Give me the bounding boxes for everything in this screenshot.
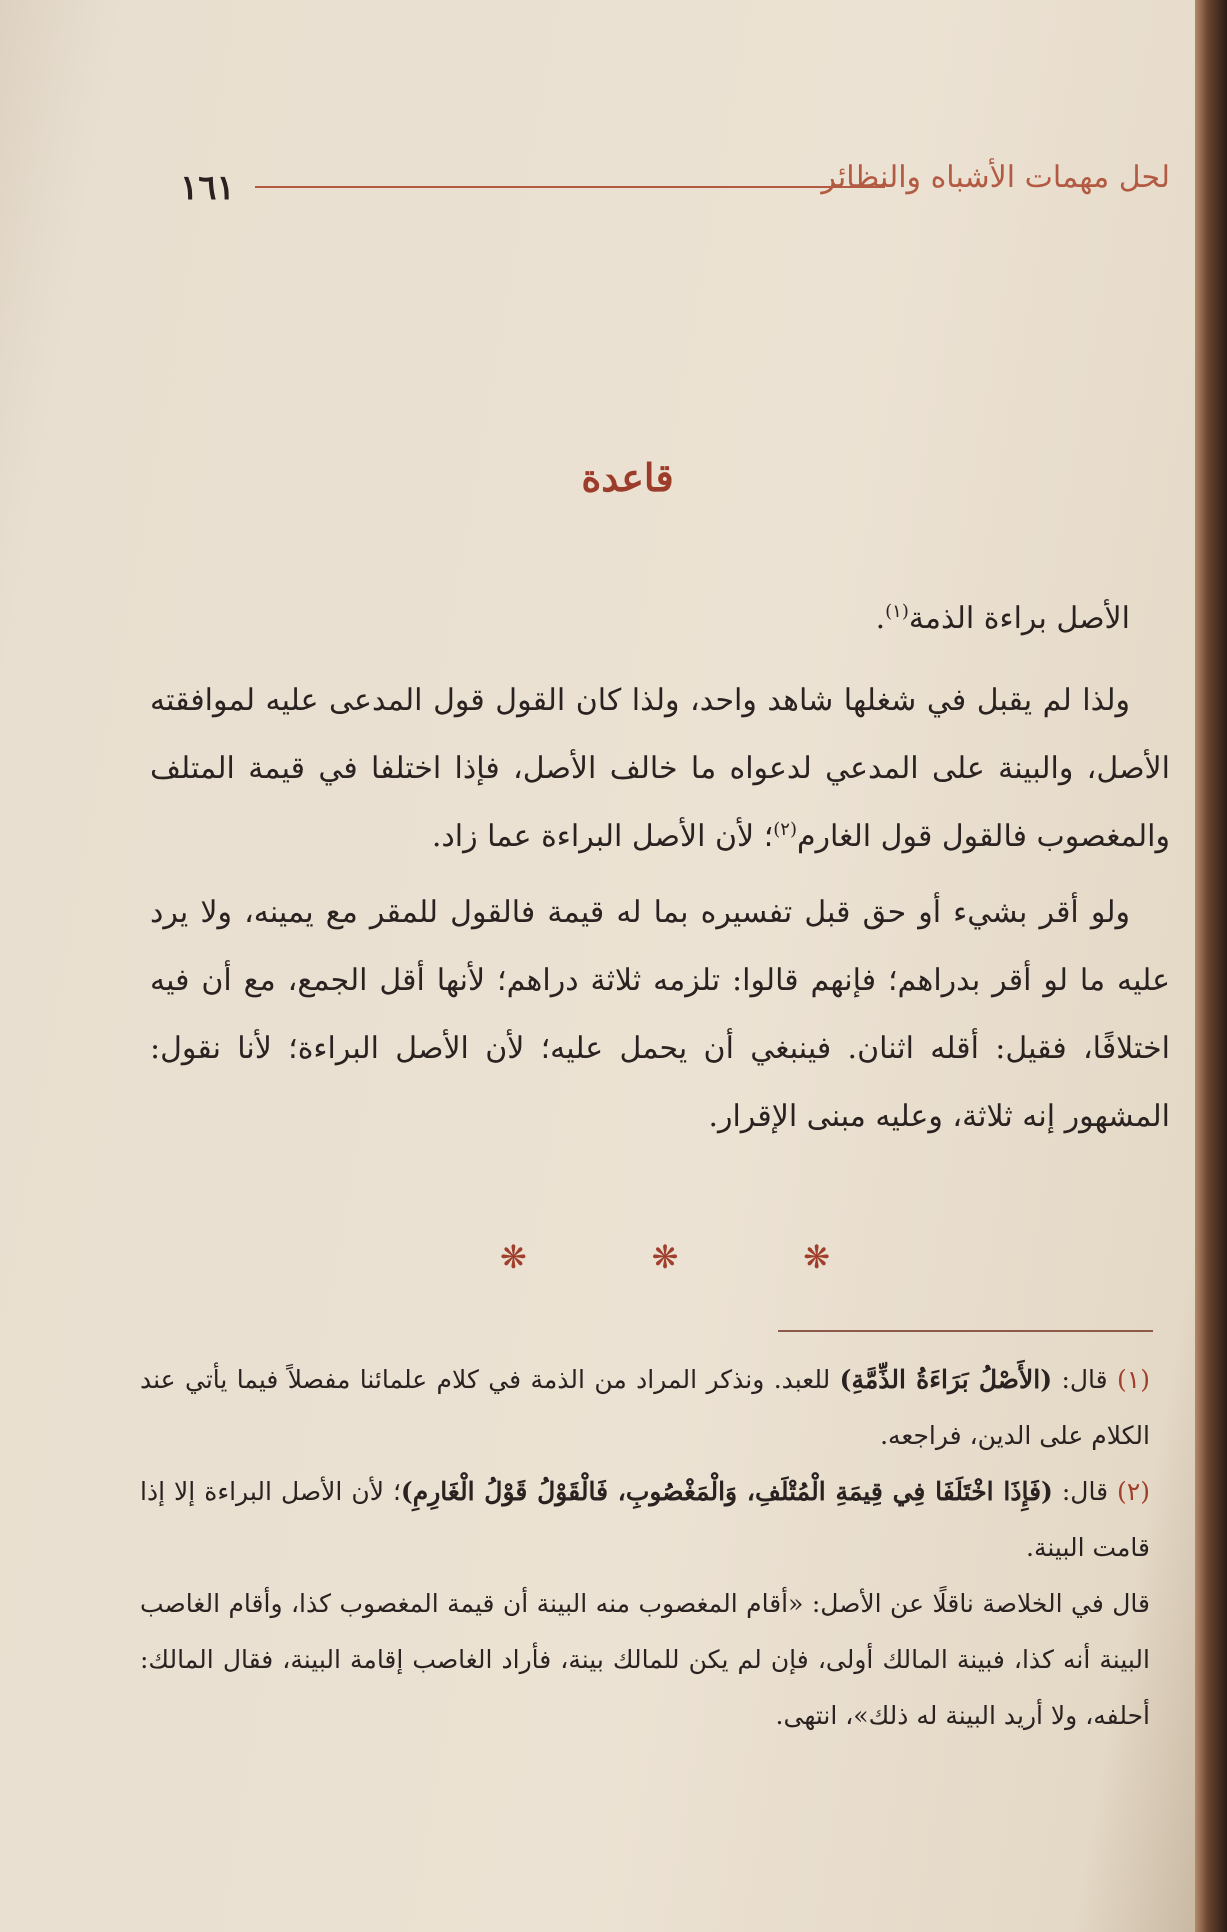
footnote-rule: [778, 1330, 1153, 1332]
page-number: ١٦١: [180, 168, 235, 208]
footnote-1-number: (١): [1117, 1365, 1150, 1394]
footnote-2-text: ؛ لأن الأصل البراءة إلا إذا قامت البينة.: [140, 1477, 1150, 1562]
footnotes: [140, 1352, 1150, 1744]
footnote-1: [140, 1352, 1150, 1464]
paragraph-1-end: .: [875, 601, 886, 636]
footnote-2-quote: (فَإِذَا اخْتَلَفَا فِي قِيمَةِ الْمُتْلَفِ، وَالْمَغْصُوبِ، فَالْقَوْلُ قَوْلُ الْغَارِمِ): [400, 1477, 1053, 1506]
paragraph-2: [150, 667, 1170, 871]
paragraph-3: ولو أقر بشيء أو حق قبل تفسيره بما له قيمة فالقول للمقر مع يمينه، ولا يرد عليه ما لو أقر بدراهم؛ فإنهم قالوا: تلزمه ثلاثة دراهم؛ لأنها أقل الجمع، مع أن فيه اختلافًا، فقيل: أقله اثنان. فينبغي أن يحمل عليه؛ لأن الأصل البراءة؛ لأنا نقول: المشهور إنه ثلاثة، وعليه مبنى الإقرار.: [150, 895, 1170, 1134]
section-title: قاعدة: [581, 455, 674, 500]
footnote-2-continuation: قال في الخلاصة ناقلًا عن الأصل: «أقام المغصوب منه البينة أن قيمة المغصوب كذا، وأقام الغاصب البينة أنه كذا، فبينة المالك أولى، فإن لم يكن للمالك بينة، فأراد الغاصب إقامة البينة، فقال المالك: أحلفه، ولا أريد البينة له ذلك»، انتهى.: [140, 1589, 1150, 1730]
footnote-2-lead: قال:: [1052, 1477, 1109, 1506]
main-text: [150, 585, 1170, 1159]
ornament-star-icon: ❋: [500, 1238, 527, 1276]
section-separator: [500, 1238, 830, 1276]
paragraph-2-text: ولذا لم يقبل في شغلها شاهد واحد، ولذا كان القول قول المدعى عليه لموافقته الأصل، والبينة على المدعي لدعواه ما خالف الأصل، فإذا اختلفا في قيمة المتلف والمغصوب فالقول قول الغارم: [150, 683, 1170, 854]
paragraph-1: [150, 585, 1170, 653]
footnote-1-lead: قال:: [1052, 1365, 1108, 1394]
paragraph-2-end: ؛ لأن الأصل البراءة عما زاد.: [431, 819, 774, 854]
ornament-star-icon: ❋: [651, 1238, 679, 1276]
footnote-mark-1: (١): [885, 601, 909, 622]
running-title: لحل مهمات الأشباه والنظائر: [821, 160, 1170, 195]
header-rule: [255, 186, 885, 188]
ornament-star-icon: ❋: [803, 1238, 830, 1276]
footnote-1-quote: (الأَصْلُ بَرَاءَةُ الذِّمَّةِ): [839, 1365, 1053, 1394]
footnote-2: [140, 1464, 1150, 1576]
page-header: [150, 160, 1170, 220]
book-edge: [1195, 0, 1227, 1932]
footnote-mark-2: (٢): [773, 819, 797, 840]
paragraph-1-text: الأصل براءة الذمة: [908, 601, 1130, 636]
footnote-2-number: (٢): [1117, 1477, 1151, 1506]
footnote-1-text: للعبد. ونذكر المراد من الذمة في كلام علمائنا مفصلاً فيما يأتي عند الكلام على الدين، فراجعه.: [140, 1365, 1150, 1450]
